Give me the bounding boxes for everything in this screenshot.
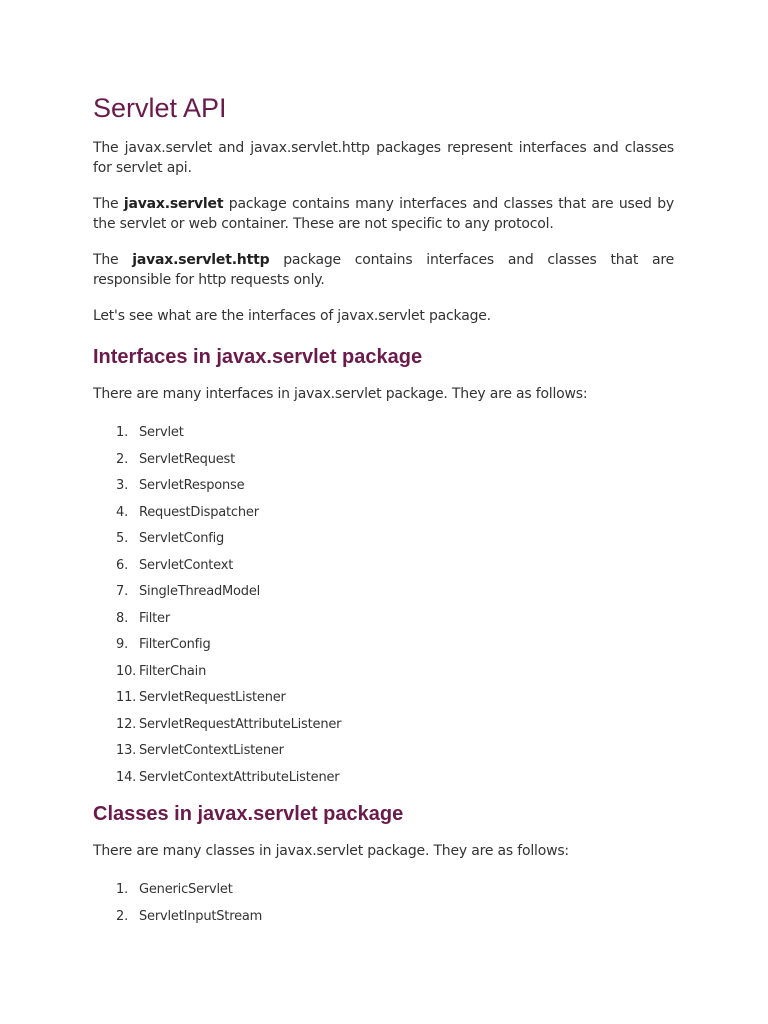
list-item-number: 9. bbox=[116, 637, 129, 652]
list-item-label: RequestDispatcher bbox=[139, 504, 259, 520]
interfaces-heading: Interfaces in javax.servlet package bbox=[93, 346, 423, 368]
list-item bbox=[93, 526, 674, 553]
list-item bbox=[93, 447, 674, 474]
package-name-servlet: javax.servlet bbox=[123, 196, 224, 212]
classes-list bbox=[93, 877, 674, 930]
list-item-label: Servlet bbox=[139, 425, 184, 440]
intro-paragraph-4: Let's see what are the interfaces of javax.servlet package. bbox=[93, 308, 491, 324]
list-item-number: 2. bbox=[116, 451, 129, 467]
list-item bbox=[93, 553, 674, 580]
list-item-label: ServletInputStream bbox=[139, 908, 263, 924]
list-item bbox=[93, 685, 674, 712]
list-item-number: 12. bbox=[116, 716, 137, 732]
interfaces-lead: There are many interfaces in javax.servlet package. They are as follows: bbox=[93, 386, 588, 402]
list-item-number: 4. bbox=[116, 504, 129, 520]
list-item-number: 1. bbox=[116, 425, 129, 440]
intro-paragraph-2 bbox=[93, 194, 674, 234]
list-item-number: 1. bbox=[116, 882, 129, 897]
list-item-label: FilterConfig bbox=[139, 637, 211, 652]
list-item-number: 3. bbox=[116, 478, 129, 493]
list-item bbox=[93, 500, 674, 527]
classes-lead: There are many classes in javax.servlet package. They are as follows: bbox=[93, 843, 569, 859]
list-item-label: ServletResponse bbox=[139, 478, 245, 493]
list-item-label: ServletConfig bbox=[139, 531, 225, 546]
list-item-label: ServletRequestListener bbox=[139, 690, 286, 705]
list-item-number: 5. bbox=[116, 531, 129, 546]
list-item bbox=[93, 877, 674, 904]
intro-paragraph-2-post: package contains many interfaces and classes that are used by the servlet or web container. These are not specific to any protocol. bbox=[93, 196, 674, 232]
list-item-label: ServletContextAttributeListener bbox=[139, 769, 340, 785]
list-item-number: 8. bbox=[116, 610, 129, 626]
document-page bbox=[93, 88, 674, 930]
list-item-number: 10. bbox=[116, 663, 137, 679]
list-item-number: 13. bbox=[116, 743, 137, 758]
list-item-number: 6. bbox=[116, 557, 129, 573]
list-item bbox=[93, 632, 674, 659]
list-item bbox=[93, 579, 674, 606]
list-item-label: ServletContext bbox=[139, 557, 234, 573]
list-item bbox=[93, 606, 674, 633]
intro-paragraph-3-post: package contains interfaces and classes that are responsible for http requests only. bbox=[93, 252, 674, 288]
list-item-label: FilterChain bbox=[139, 663, 207, 679]
classes-heading: Classes in javax.servlet package bbox=[93, 803, 404, 825]
list-item-number: 2. bbox=[116, 908, 129, 924]
intro-paragraph-1: The javax.servlet and javax.servlet.http packages represent interfaces and classes for servlet api. bbox=[93, 140, 674, 176]
list-item-label: ServletContextListener bbox=[139, 743, 284, 758]
list-item-number: 11. bbox=[116, 690, 137, 705]
list-item bbox=[93, 738, 674, 765]
list-item bbox=[93, 659, 674, 686]
list-item-label: ServletRequest bbox=[139, 451, 236, 467]
list-item-label: GenericServlet bbox=[139, 882, 233, 897]
intro-paragraph-3-pre: The bbox=[93, 252, 133, 268]
intro-paragraph-3 bbox=[93, 250, 674, 290]
interfaces-list bbox=[93, 420, 674, 791]
list-item-number: 7. bbox=[116, 584, 129, 599]
list-item-label: ServletRequestAttributeListener bbox=[139, 716, 342, 732]
package-name-servlet-http: javax.servlet.http bbox=[132, 252, 270, 268]
list-item bbox=[93, 712, 674, 739]
list-item-number: 14. bbox=[116, 769, 137, 785]
list-item bbox=[93, 765, 674, 792]
list-item bbox=[93, 420, 674, 447]
list-item bbox=[93, 904, 674, 931]
list-item-label: Filter bbox=[139, 610, 170, 626]
intro-paragraph-2-pre: The bbox=[93, 196, 124, 212]
list-item-label: SingleThreadModel bbox=[139, 584, 261, 599]
page-title: Servlet API bbox=[93, 93, 227, 123]
list-item bbox=[93, 473, 674, 500]
